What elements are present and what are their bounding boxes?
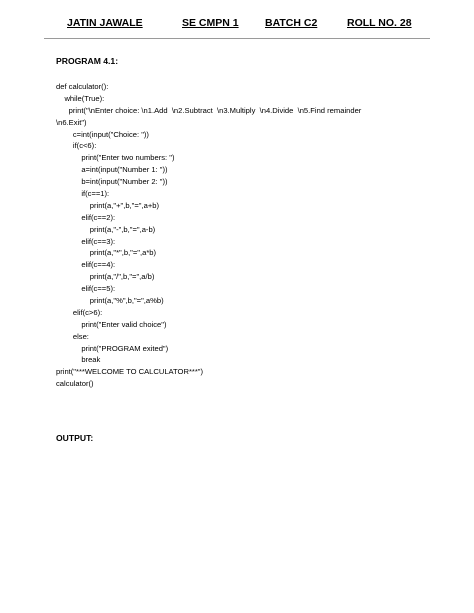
program-title: PROGRAM 4.1: (56, 56, 119, 66)
code-line: print(a,"/",b,"=",a/b) (56, 272, 155, 282)
code-line: print("PROGRAM exited") (56, 343, 169, 353)
code-line: while(True): (56, 93, 105, 103)
roll-number: ROLL NO. 28 (347, 17, 412, 29)
student-name: JATIN JAWALE (67, 17, 143, 29)
header-divider (44, 38, 430, 39)
code-line: print("Enter two numbers: ") (56, 153, 175, 163)
code-line: break (56, 355, 101, 365)
code-line: print("Enter valid choice") (56, 319, 167, 329)
code-line: if(c<6): (56, 141, 97, 151)
code-line: elif(c==5): (56, 284, 116, 294)
class-label: SE CMPN 1 (182, 17, 239, 29)
page-header (0, 17, 474, 33)
code-line: print(a,"+",b,"=",a+b) (56, 200, 160, 210)
code-line: \n6.Exit") (56, 117, 87, 127)
code-line: if(c==1): (56, 189, 110, 199)
code-block (56, 81, 446, 390)
code-line: print(a,"*",b,"=",a*b) (56, 248, 157, 258)
code-line: def calculator(): (56, 82, 109, 91)
code-line: elif(c==3): (56, 236, 116, 246)
code-line: print("***WELCOME TO CALCULATOR***") (56, 367, 204, 377)
code-line: print("\nEnter choice: \n1.Add \n2.Subtract \n3.Multiply \n4.Divide \n5.Find remainder (56, 105, 362, 115)
code-line: print(a,"%",b,"=",a%b) (56, 296, 164, 306)
code-line: c=int(input("Choice: ")) (56, 129, 149, 139)
output-title: OUTPUT: (56, 433, 94, 443)
code-line: else: (56, 331, 89, 341)
code-line: elif(c==4): (56, 260, 116, 270)
code-line: calculator() (56, 379, 94, 389)
code-line: a=int(input("Number 1: ")) (56, 165, 168, 175)
code-line: elif(c>6): (56, 307, 103, 317)
code-line: print(a,"-",b,"=",a-b) (56, 224, 156, 234)
code-line: b=int(input("Number 2: ")) (56, 177, 168, 187)
code-line: elif(c==2): (56, 212, 116, 222)
batch-label: BATCH C2 (265, 17, 318, 29)
